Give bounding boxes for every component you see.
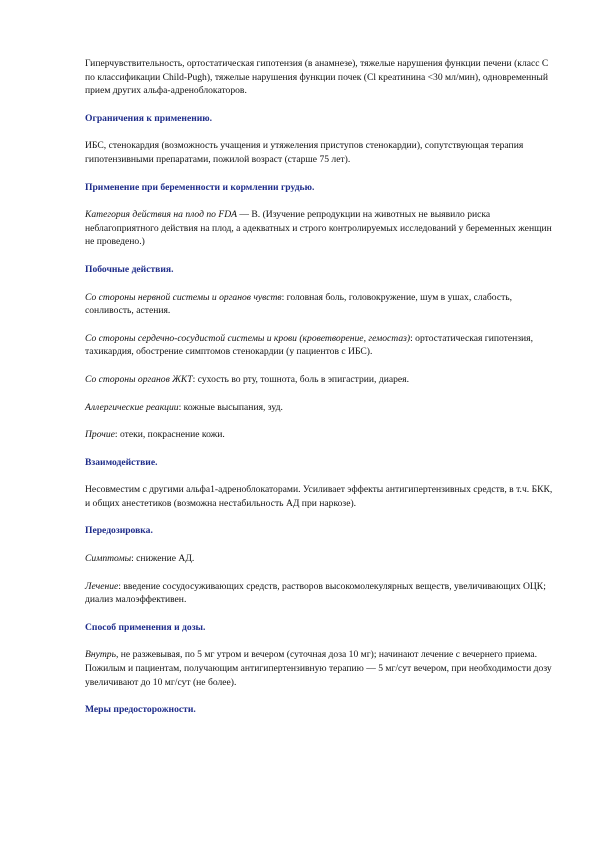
pregnancy-text: — B. (Изучение репродукции на животных не выявило риска неблагоприятного действия на плод, а адекватных и строго контролируемых исследований у беременных женщин не проведено.) (85, 209, 552, 248)
allergy-label: Аллергические реакции (85, 401, 179, 413)
allergy-text: : кожные высыпания, зуд. (178, 401, 283, 413)
gi-label: Со стороны органов ЖКТ (85, 373, 193, 385)
side-effects-cardio (85, 332, 555, 359)
cardio-text: : ортостатическая гипотензия, тахикардия, обострение симптомов стенокардии (у пациентов с ИБС). (85, 332, 533, 358)
overdose-treatment (85, 580, 555, 607)
treatment-text: : введение сосудосуживающих средств, растворов высокомолекулярных веществ, увеличивающих ОЦК; диализ малоэффективен. (85, 580, 546, 606)
dosage-heading: Способ применения и дозы. (85, 621, 206, 633)
symptoms-text: : снижение АД. (131, 553, 195, 565)
interaction-text: Несовместим с другими альфа1-адреноблокаторами. Усиливает эффекты антигипертензивных средств, в т.ч. БКК, и общих анестетиков (возможна нестабильность АД при наркозе). (85, 484, 553, 509)
side-effects-allergy (85, 401, 555, 415)
overdose-heading: Передозировка. (85, 525, 153, 537)
interaction-heading: Взаимодействие. (85, 456, 158, 468)
symptoms-label: Симптомы (85, 553, 132, 565)
nervous-label: Со стороны нервной системы и органов чувств (85, 291, 282, 303)
other-label: Прочие (85, 429, 115, 441)
contraindications-text: Гиперчувствительность, ортостатическая гипотензия (в анамнезе), тяжелые нарушения функции печени (класс С по классификации Child-Pugh), тяжелые нарушения функции почек (Cl креатинина <30 мл/мин), одновременный прием других альфа-адреноблокаторов. (85, 58, 549, 97)
side-effects-nervous (85, 291, 555, 318)
restrictions-text: ИБС, стенокардия (возможность учащения и утяжеления приступов стенокардии), сопутствующая терапия гипотензивными препаратами, пожилой возраст (старше 75 лет). (85, 140, 524, 165)
pregnancy-label: Категория действия на плод по FDA (85, 209, 237, 221)
side-effects-heading: Побочные действия. (85, 263, 174, 275)
dosage-paragraph (85, 648, 555, 689)
document-content (85, 57, 555, 731)
side-effects-gi (85, 373, 555, 387)
overdose-symptoms (85, 552, 555, 566)
pregnancy-paragraph (85, 208, 555, 249)
pregnancy-heading: Применение при беременности и кормлении грудью. (85, 181, 315, 193)
treatment-label: Лечение (85, 580, 119, 592)
cardio-label: Со стороны сердечно-сосудистой системы и крови (кроветворение, гемостаз) (85, 332, 411, 344)
precautions-heading: Меры предосторожности. (85, 704, 196, 716)
nervous-text: : головная боль, головокружение, шум в ушах, слабость, сонливость, астения. (85, 291, 513, 317)
dosage-label: Внутрь (85, 649, 116, 661)
side-effects-other (85, 428, 555, 442)
dosage-text: , не разжевывая, по 5 мг утром и вечером (суточная доза 10 мг); начинают лечение с вечернего приема. Пожилым и пациентам, получающим антигипертензивную терапию — 5 мг/сут вечером, при необходимости дозу увеличивают до 10 мг/сут (не более). (85, 649, 552, 688)
restrictions-heading: Ограничения к применению. (85, 112, 213, 124)
gi-text: : сухость во рту, тошнота, боль в эпигастрии, диарея. (192, 373, 409, 385)
other-text: : отеки, покраснение кожи. (114, 429, 225, 441)
